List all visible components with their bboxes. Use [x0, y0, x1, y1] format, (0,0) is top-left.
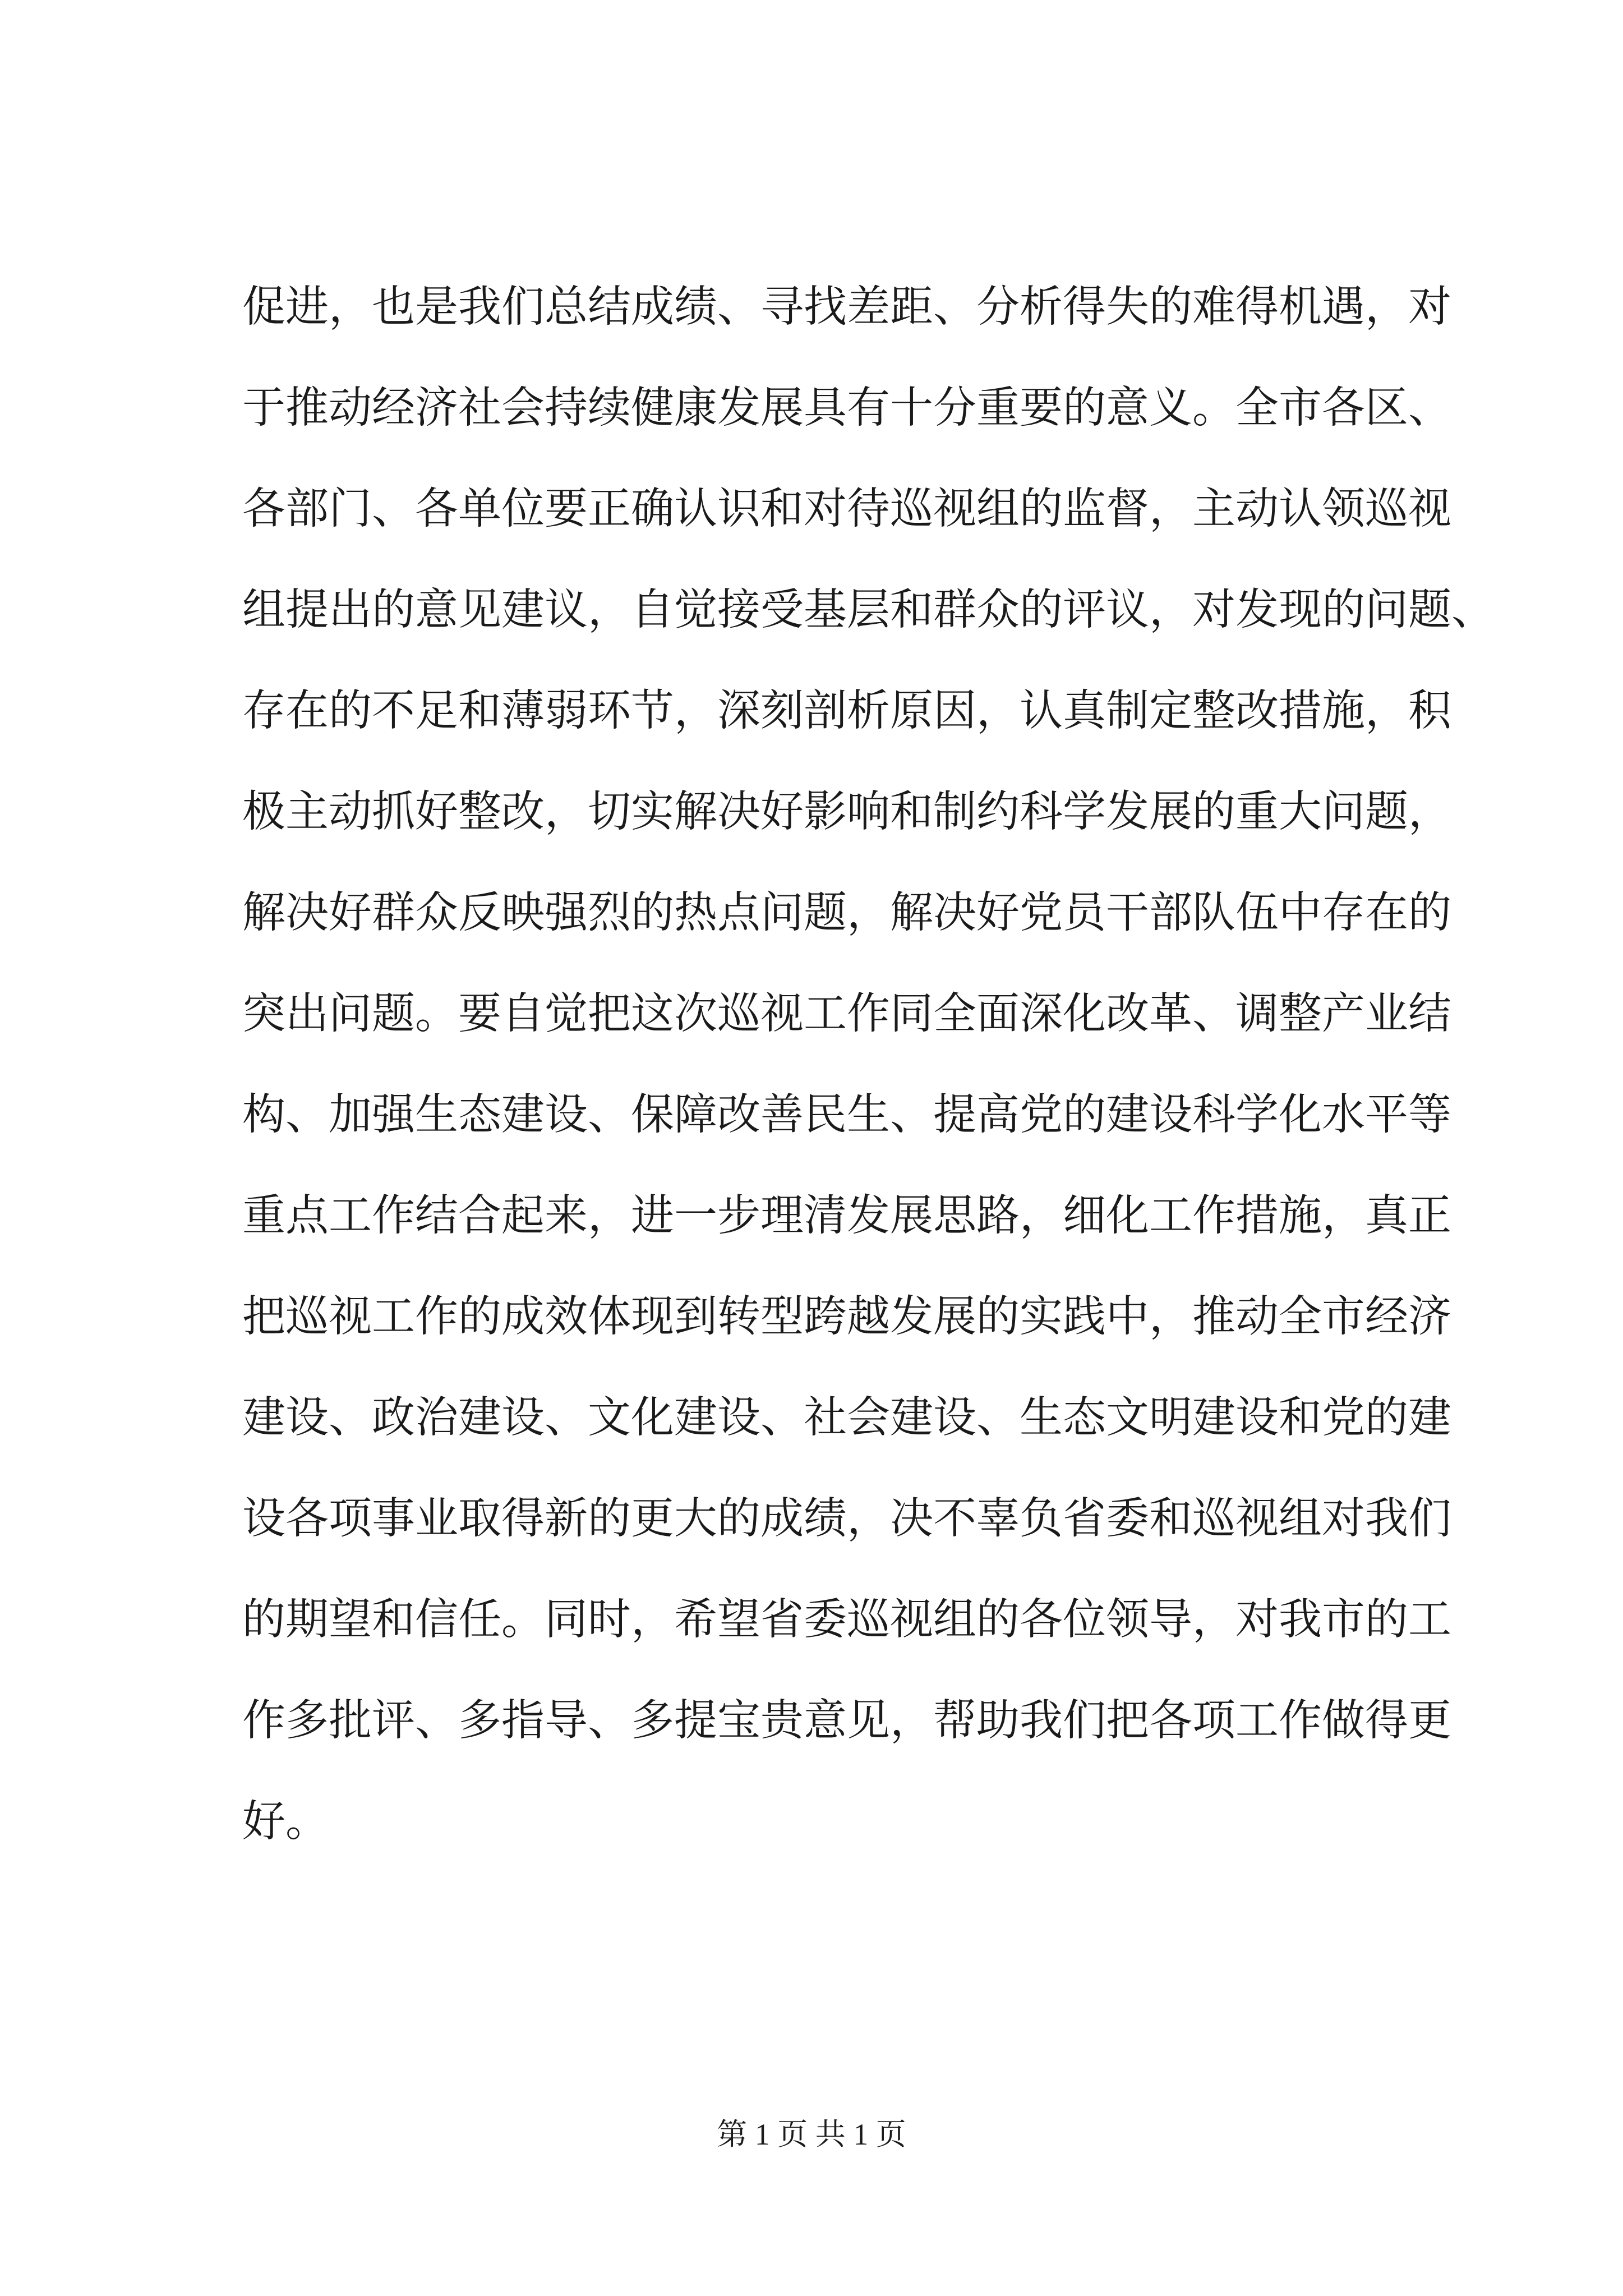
text-line: 突出问题。要自觉把这次巡视工作同全面深化改革、调整产业结 — [242, 989, 1451, 1039]
text-line: 解决好群众反映强烈的热点问题，解决好党员干部队伍中存在的 — [242, 888, 1451, 938]
text-line-last: 好。 — [242, 1797, 329, 1847]
text-line: 于推动经济社会持续健康发展具有十分重要的意义。全市各区、 — [242, 383, 1451, 433]
text-line: 组提出的意见建议，自觉接受基层和群众的评议，对发现的问题、 — [242, 585, 1495, 635]
text-line: 各部门、各单位要正确认识和对待巡视组的监督，主动认领巡视 — [242, 484, 1451, 534]
text-line: 构、加强生态建设、保障改善民生、提高党的建设科学化水平等 — [242, 1090, 1451, 1140]
text-line: 的期望和信任。同时，希望省委巡视组的各位领导，对我市的工 — [242, 1595, 1451, 1645]
text-line: 促进，也是我们总结成绩、寻找差距、分析得失的难得机遇，对 — [242, 282, 1451, 332]
text-line: 作多批评、多指导、多提宝贵意见，帮助我们把各项工作做得更 — [242, 1696, 1451, 1746]
text-line: 极主动抓好整改，切实解决好影响和制约科学发展的重大问题， — [242, 787, 1451, 837]
body-paragraph — [242, 257, 1495, 1872]
text-line: 建设、政治建设、文化建设、社会建设、生态文明建设和党的建 — [242, 1393, 1451, 1443]
text-line: 设各项事业取得新的更大的成绩，决不辜负省委和巡视组对我们 — [242, 1494, 1451, 1544]
text-line: 把巡视工作的成效体现到转型跨越发展的实践中，推动全市经济 — [242, 1292, 1451, 1342]
text-line: 存在的不足和薄弱环节，深刻剖析原因，认真制定整改措施，积 — [242, 686, 1451, 736]
text-line: 重点工作结合起来，进一步理清发展思路，细化工作措施，真正 — [242, 1191, 1451, 1241]
page-footer: 第 1 页 共 1 页 — [717, 2118, 906, 2151]
